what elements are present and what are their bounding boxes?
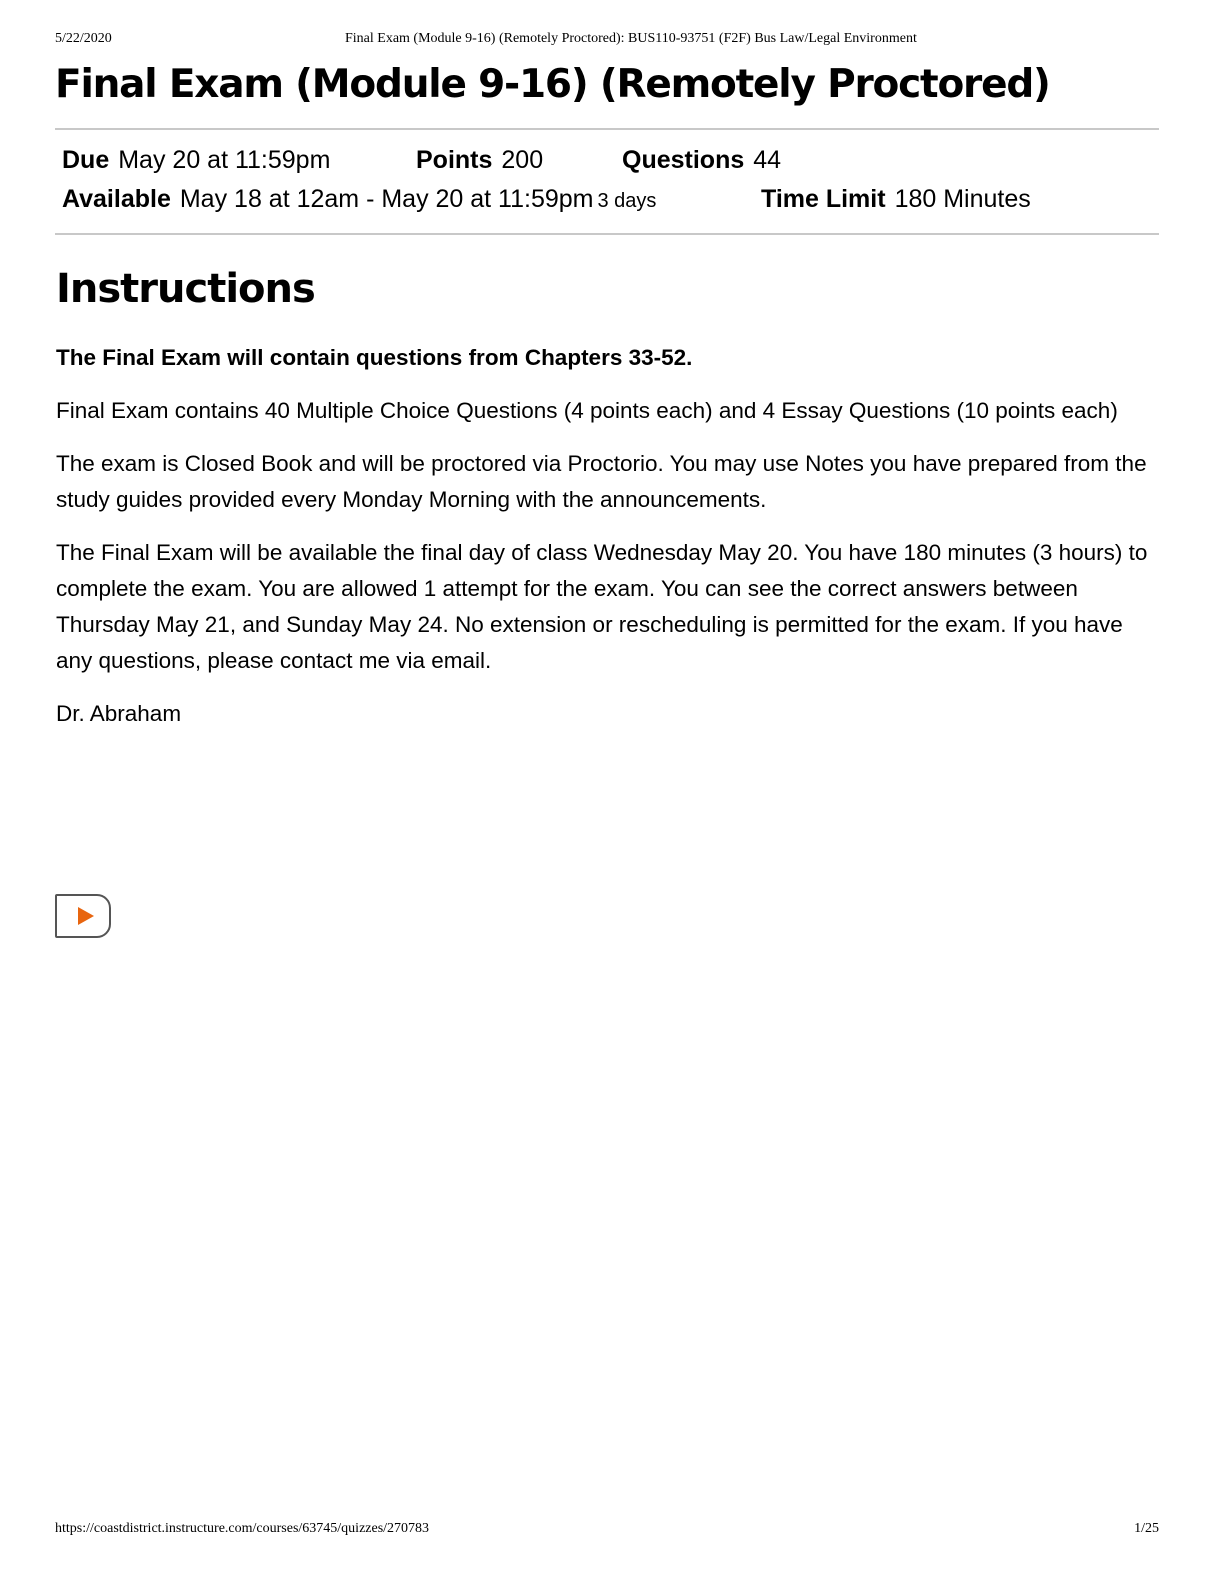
points-label: Points (416, 146, 493, 174)
available-field (62, 185, 656, 214)
time-limit-value: 180 Minutes (894, 185, 1031, 213)
questions-field (622, 146, 781, 175)
play-icon (78, 907, 94, 925)
available-label: Available (62, 185, 171, 213)
print-header (55, 31, 1164, 47)
questions-label: Questions (622, 146, 745, 174)
print-document-title: Final Exam (Module 9-16) (Remotely Proctored): BUS110-93751 (F2F) Bus Law/Legal Environment (345, 31, 917, 46)
instructions-body (56, 340, 1156, 749)
page-title: Final Exam (Module 9-16) (Remotely Proctored) (55, 62, 1050, 107)
header-divider-bottom (55, 233, 1159, 235)
due-label: Due (62, 146, 110, 174)
points-field (416, 146, 543, 175)
points-value: 200 (501, 146, 544, 174)
instructions-proctoring: The exam is Closed Book and will be proctored via Proctorio. You may use Notes you have prepared from the study guides provided every Monday Morning with the announcements. (56, 451, 1147, 512)
instructions-availability: The Final Exam will be available the final day of class Wednesday May 20. You have 180 minutes (3 hours) to complete the exam. You are allowed 1 attempt for the exam. You can see the correct answers between Thursday May 21, and Sunday May 24. No extension or rescheduling is permitted for the exam. If you have any questions, please contact me via email. (56, 540, 1148, 673)
print-page-number: 1/25 (1134, 1521, 1159, 1536)
time-limit-field (761, 185, 1031, 214)
play-video-button[interactable] (55, 894, 111, 938)
print-url: https://coastdistrict.instructure.com/courses/63745/quizzes/270783 (55, 1521, 430, 1536)
instructions-chapters: The Final Exam will contain questions from Chapters 33-52. (56, 345, 693, 370)
available-value: May 18 at 12am - May 20 at 11:59pm (179, 185, 594, 213)
due-value: May 20 at 11:59pm (118, 146, 331, 174)
questions-value: 44 (753, 146, 782, 174)
header-divider-top (55, 128, 1159, 130)
instructions-signature: Dr. Abraham (56, 701, 182, 726)
print-date: 5/22/2020 (55, 31, 112, 46)
due-field (62, 146, 330, 175)
instructions-heading: Instructions (56, 266, 315, 312)
instructions-question-breakdown: Final Exam contains 40 Multiple Choice Questions (4 points each) and 4 Essay Questions (10 points each) (56, 398, 1118, 423)
time-limit-label: Time Limit (761, 185, 886, 213)
available-duration: 3 days (597, 190, 657, 212)
